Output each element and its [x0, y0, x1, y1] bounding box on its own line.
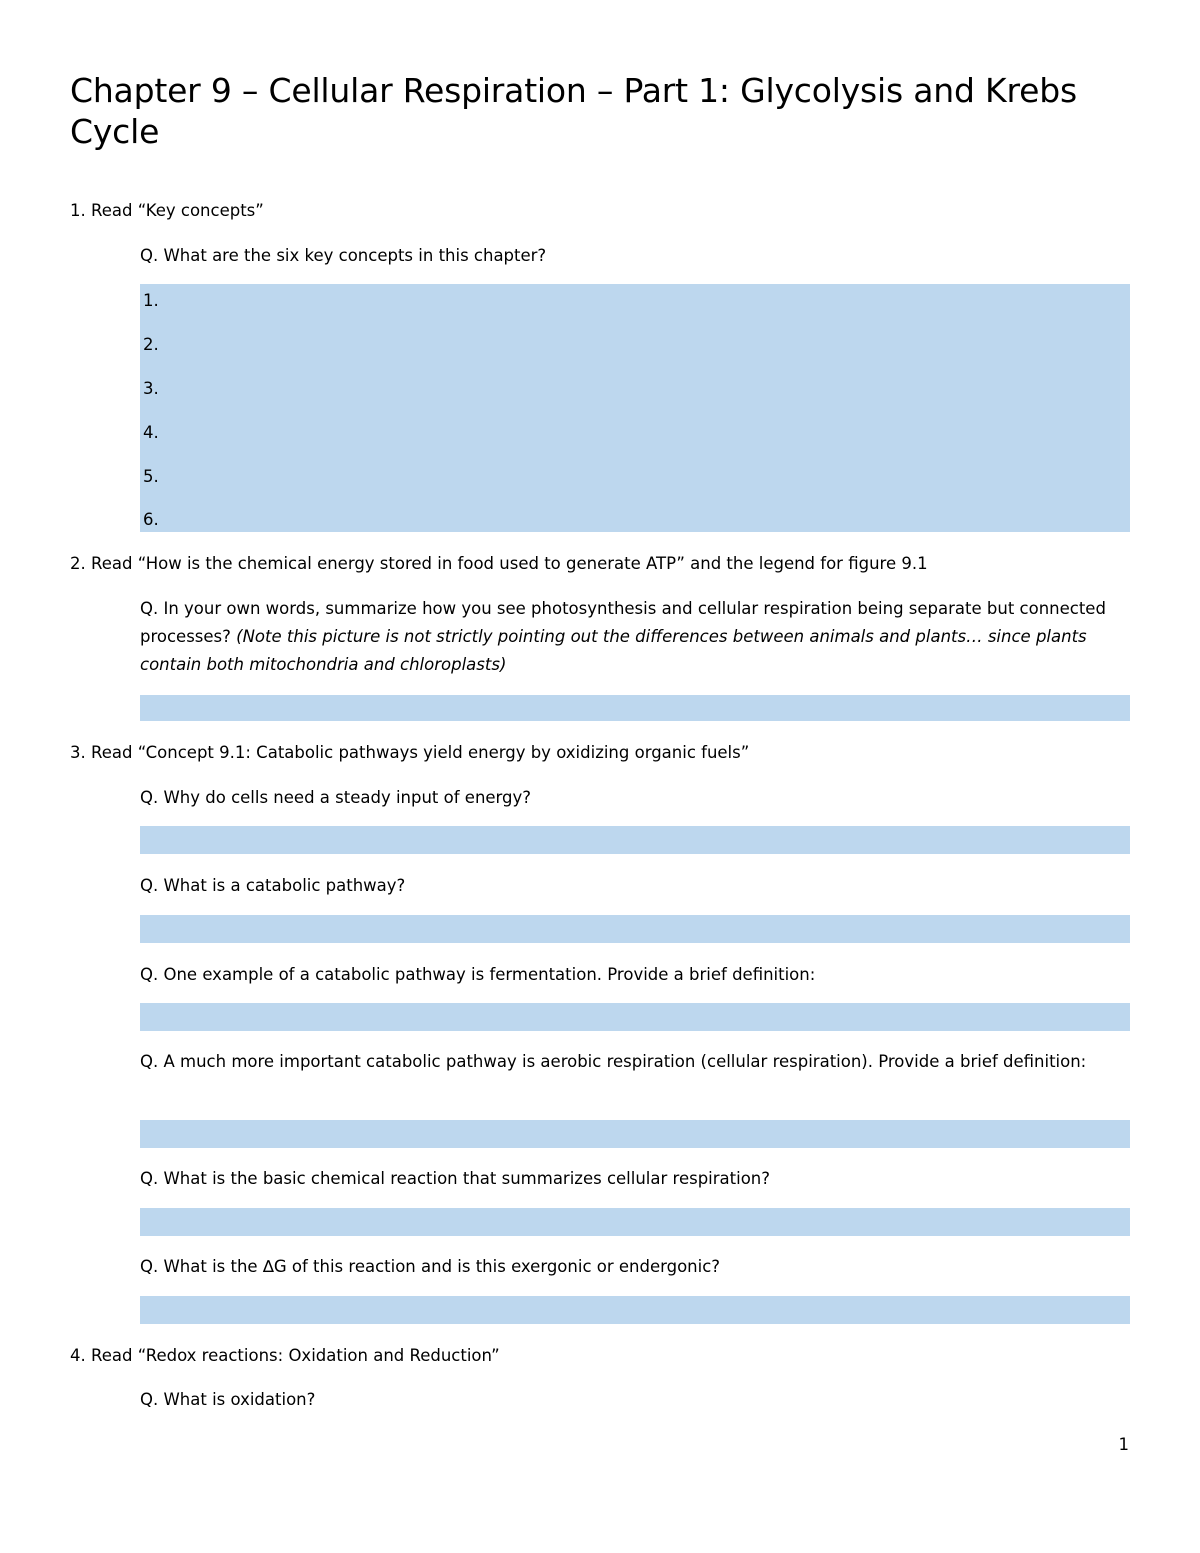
page-number: 1 — [1118, 1435, 1129, 1454]
answer-box-3-1[interactable] — [140, 826, 1130, 854]
section-2-question — [140, 595, 1130, 679]
section-2-question-note: (Note this picture is not strictly pointing out the differences between animals and plants… since plants contain both mitochondria and chloroplasts) — [140, 627, 1087, 674]
section-4-heading: 4. Read “Redox reactions: Oxidation and Reduction” — [70, 1346, 500, 1365]
key-concept-item-6: 6. — [143, 510, 159, 529]
answer-box-2[interactable] — [140, 695, 1130, 721]
answer-box-3-3[interactable] — [140, 1003, 1130, 1031]
answer-box-3-2[interactable] — [140, 915, 1130, 943]
section-3-question-6: Q. What is the ∆G of this reaction and is this exergonic or endergonic? — [140, 1257, 721, 1276]
section-1-heading: 1. Read “Key concepts” — [70, 201, 264, 220]
key-concept-item-1: 1. — [143, 291, 159, 310]
section-3-heading: 3. Read “Concept 9.1: Catabolic pathways yield energy by oxidizing organic fuels” — [70, 743, 750, 762]
section-3-question-5: Q. What is the basic chemical reaction that summarizes cellular respiration? — [140, 1169, 771, 1188]
section-3-question-2: Q. What is a catabolic pathway? — [140, 876, 406, 895]
page-title: Chapter 9 – Cellular Respiration – Part 1: Glycolysis and Krebs Cycle — [70, 71, 1077, 151]
section-2-question-text: Q. In your own words, summarize how you see photosynthesis and cellular respiration being separate but connected processes? — [140, 599, 1106, 646]
key-concept-item-4: 4. — [143, 423, 159, 442]
key-concept-item-3: 3. — [143, 379, 159, 398]
answer-box-3-6[interactable] — [140, 1296, 1130, 1324]
section-4-question-1: Q. What is oxidation? — [140, 1390, 316, 1409]
section-3-question-3: Q. One example of a catabolic pathway is fermentation. Provide a brief definition: — [140, 965, 816, 984]
section-1-question: Q. What are the six key concepts in this chapter? — [140, 246, 547, 265]
section-3-question-4: Q. A much more important catabolic pathway is aerobic respiration (cellular respiration). Provide a brief definition: — [140, 1052, 1087, 1071]
key-concepts-answer-box[interactable] — [140, 284, 1130, 532]
answer-box-3-4[interactable] — [140, 1120, 1130, 1148]
key-concept-item-2: 2. — [143, 335, 159, 354]
section-3-question-1: Q. Why do cells need a steady input of energy? — [140, 788, 532, 807]
key-concept-item-5: 5. — [143, 467, 159, 486]
answer-box-3-5[interactable] — [140, 1208, 1130, 1236]
section-2-heading: 2. Read “How is the chemical energy stored in food used to generate ATP” and the legend for figure 9.1 — [70, 554, 928, 573]
